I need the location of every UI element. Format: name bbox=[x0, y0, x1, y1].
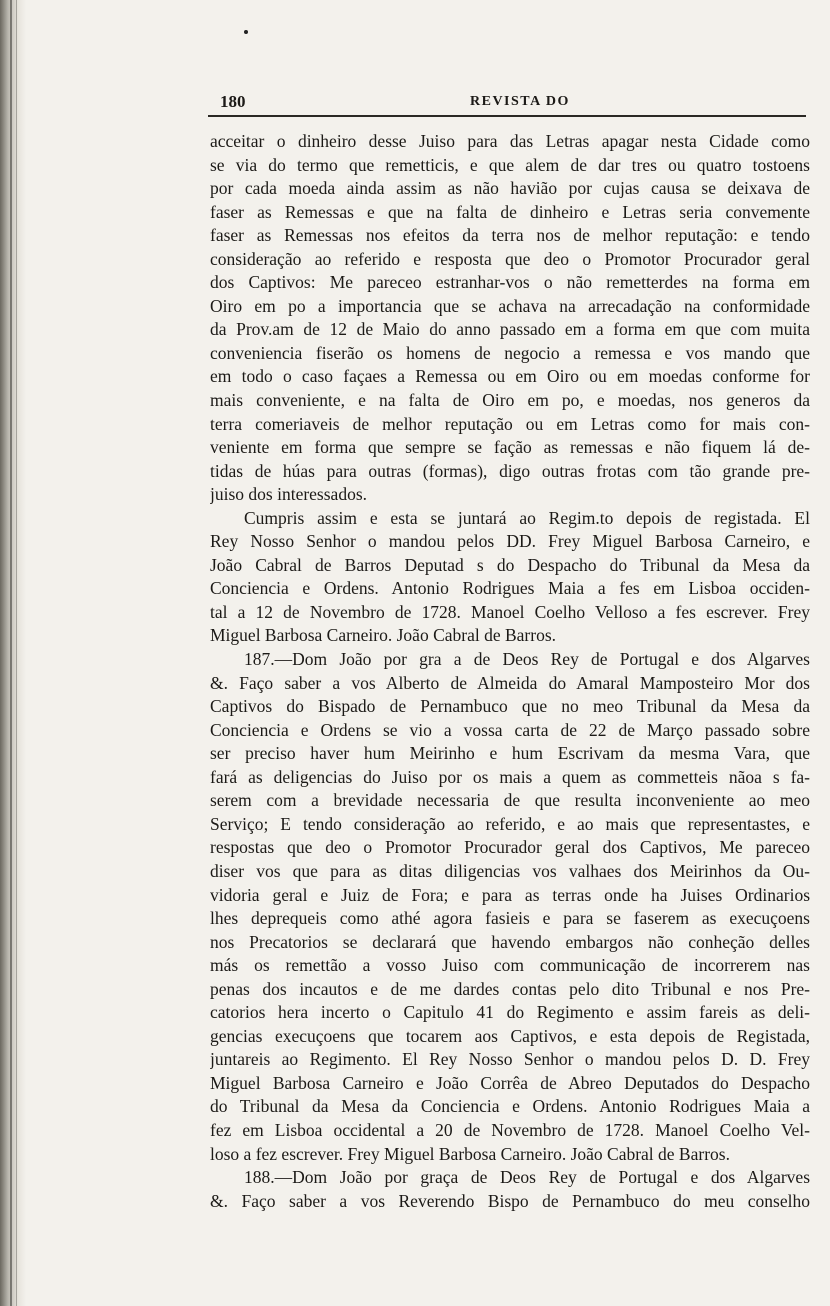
text-line: acceitar o dinheiro desse Juiso para das Letras apagar nesta Cidade como bbox=[210, 131, 810, 151]
text-line: fez em Lisboa occidental a 20 de Novembro de 1728. Manoel Coelho Vel- bbox=[210, 1119, 810, 1140]
ink-speck bbox=[244, 30, 248, 34]
text-line: do Tribunal da Mesa da Conciencia e Ordens. Antonio Rodrigues Maia a bbox=[210, 1096, 810, 1117]
text-line: más os remettão a vosso Juiso com communicação de incorrerem nas bbox=[210, 955, 810, 976]
text-line: &. Faço saber a vos Alberto de Almeida do Amaral Mamposteiro Mor dos bbox=[210, 672, 810, 693]
text-line: &. Faço saber a vos Reverendo Bispo de Pernambuco do meu conselho bbox=[210, 1190, 810, 1211]
text-line: tal a 12 de Novembro de 1728. Manoel Coelho Velloso a fes escrever. Frey bbox=[210, 601, 810, 622]
text-line: penas dos incautos e de me dardes contas pelo dito Tribunal e nos Pre- bbox=[210, 978, 810, 999]
text-line: por cada moeda ainda assim as não havião por cujas causa se deixava de bbox=[210, 178, 810, 199]
text-line: conveniencia fiserão os homens de negocio a remessa e vos mando que bbox=[210, 342, 810, 363]
body-text bbox=[210, 130, 810, 1213]
binding-edge-line bbox=[10, 0, 12, 1306]
text-line: Cumpris assim e esta se juntará ao Regim.to depois de registada. El bbox=[244, 507, 810, 528]
text-line: 187.—Dom João por gra a de Deos Rey de Portugal e dos Algarves bbox=[244, 649, 810, 670]
text-line: ser preciso haver hum Meirinho e hum Escrivam da mesma Vara, que bbox=[210, 743, 810, 764]
text-line: tidas de húas para outras (formas), digo outras frotas com tão grande pre- bbox=[210, 460, 810, 481]
text-line: lhes deprequeis como athé agora fasieis e para se faserem as execuçoens bbox=[210, 908, 810, 929]
text-line: Conciencia e Ordens se vio a vossa carta de 22 de Março passado sobre bbox=[210, 719, 810, 740]
text-line: se via do termo que remetticis, e que alem de dar tres ou quatro tostoens bbox=[210, 154, 810, 175]
text-line: nos Precatorios se declarará que havendo embargos não conheção delles bbox=[210, 931, 810, 952]
running-title: REVISTA DO bbox=[470, 94, 570, 109]
text-line: Miguel Barbosa Carneiro e João Corrêa de Abreo Deputados do Despacho bbox=[210, 1072, 810, 1093]
page-number: 180 bbox=[220, 92, 246, 111]
text-line: mais conveniente, e na falta de Oiro em po, e moedas, nos generos da bbox=[210, 390, 810, 411]
text-line: Conciencia e Ordens. Antonio Rodrigues Maia a fes em Lisboa occiden- bbox=[210, 578, 810, 599]
text-line: 188.—Dom João por graça de Deos Rey de Portugal e dos Algarves bbox=[244, 1167, 810, 1188]
text-line: juiso dos interessados. bbox=[210, 484, 368, 505]
text-line: fará as deligencias do Juiso por os mais a quem as commetteis nãoa s fa- bbox=[210, 766, 810, 787]
page-header bbox=[208, 92, 808, 116]
text-line: gencias execuçoens que tocarem aos Captivos, e esta depois de Registada, bbox=[210, 1025, 810, 1046]
text-line: João Cabral de Barros Deputad s do Despacho do Tribunal da Mesa da bbox=[210, 554, 810, 575]
text-line: da Prov.am de 12 de Maio do anno passado em a forma em que com muita bbox=[210, 319, 810, 340]
text-line: Miguel Barbosa Carneiro. João Cabral de Barros. bbox=[210, 625, 557, 646]
text-line: em todo o caso façaes a Remessa ou em Oiro ou em moedas conforme for bbox=[210, 366, 810, 387]
text-line: faser as Remessas nos efeitos da terra nos de melhor reputação: e tendo bbox=[210, 225, 810, 246]
text-line: serem com a brevidade necessaria de que resulta inconveniente ao meo bbox=[210, 790, 810, 811]
text-line: terra comeriaveis de melhor reputação ou em Letras como for mais con- bbox=[210, 413, 810, 434]
text-line: catorios hera incerto o Capitulo 41 do Regimento e assim fareis as deli- bbox=[210, 1002, 810, 1023]
text-line: Serviço; E tendo consideração ao referido, e ao mais que representastes, e bbox=[210, 813, 810, 834]
text-line: Oiro em po a importancia que se achava na arrecadação na conformidade bbox=[210, 295, 810, 316]
text-line: dos Captivos: Me pareceo estranhar-vos o não remetterdes na forma em bbox=[210, 272, 810, 293]
text-line: respostas que deo o Promotor Procurador geral dos Captivos, Me pareceo bbox=[210, 837, 810, 858]
text-line: diser vos que para as ditas diligencias vos valhaes dos Meirinhos da Ou- bbox=[210, 860, 810, 881]
text-line: faser as Remessas e que na falta de dinheiro e Letras seria convemente bbox=[210, 201, 810, 222]
text-line: veniente em forma que sempre se fação as remessas e não fiquem lá de- bbox=[210, 437, 810, 458]
text-line: loso a fez escrever. Frey Miguel Barbosa Carneiro. João Cabral de Barros. bbox=[210, 1143, 730, 1164]
header-rule bbox=[208, 115, 806, 117]
text-line: juntareis ao Regimento. El Rey Nosso Senhor o mandou pelos D. D. Frey bbox=[210, 1049, 810, 1070]
text-line: consideração ao referido e resposta que deo o Promotor Procurador geral bbox=[210, 248, 810, 269]
text-line: vidoria geral e Juiz de Fora; e para as terras onde ha Juises Ordinarios bbox=[210, 884, 810, 905]
binding-edge-line-inner bbox=[16, 0, 17, 1306]
text-line: Rey Nosso Senhor o mandou pelos DD. Frey Miguel Barbosa Carneiro, e bbox=[210, 531, 810, 552]
binding-shadow bbox=[0, 0, 26, 1306]
text-line: Captivos do Bispado de Pernambuco que no meo Tribunal da Mesa da bbox=[210, 696, 810, 717]
